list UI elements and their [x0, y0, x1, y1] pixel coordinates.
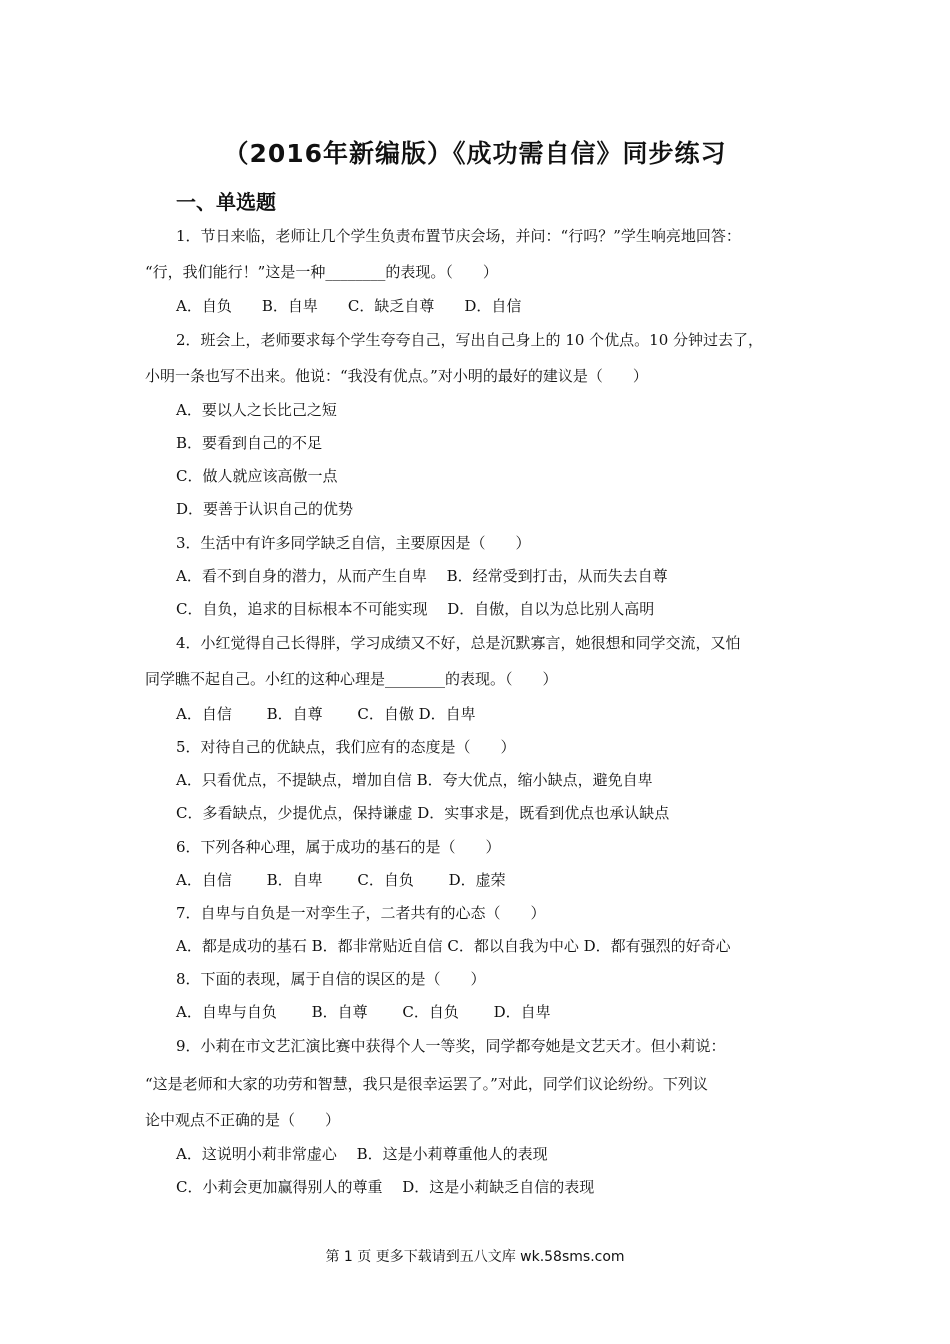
question-4-options: A．自信 B．自尊 C．自傲 D．自卑: [176, 705, 476, 723]
question-9-line-3: 论中观点不正确的是（ ）: [145, 1111, 341, 1129]
question-6-line-1: 6．下列各种心理，属于成功的基石的是（ ）: [176, 838, 501, 856]
question-9-options-ab: A．这说明小莉非常虚心 B．这是小莉尊重他人的表现: [176, 1145, 548, 1163]
section-heading: 一、单选题: [176, 190, 276, 214]
question-1-line-1: 1．节日来临，老师让几个学生负责布置节庆会场，并问：“行吗？”学生响亮地回答：: [176, 227, 741, 245]
question-8-line-1: 8．下面的表现，属于自信的误区的是（ ）: [176, 970, 486, 988]
question-7-options: A．都是成功的基石 B．都非常贴近自信 C．都以自我为中心 D．都有强烈的好奇心: [176, 937, 731, 955]
question-1-line-2: “行，我们能行！”这是一种________的表现。（ ）: [145, 263, 498, 281]
question-3-line-1: 3．生活中有许多同学缺乏自信，主要原因是（ ）: [176, 534, 531, 552]
question-5-options-ab: A．只看优点，不提缺点，增加自信 B．夸大优点，缩小缺点，避免自卑: [176, 771, 653, 789]
question-7-line-1: 7．自卑与自负是一对孪生子，二者共有的心态（ ）: [176, 904, 546, 922]
question-9-options-cd: C．小莉会更加赢得别人的尊重 D．这是小莉缺乏自信的表现: [176, 1178, 595, 1196]
page-footer: 第 1 页 更多下载请到五八文库 wk.58sms.com: [325, 1249, 625, 1265]
question-3-options-ab: A．看不到自身的潜力，从而产生自卑 B．经常受到打击，从而失去自尊: [176, 567, 668, 585]
question-2-option-b: B．要看到自己的不足: [176, 434, 323, 452]
question-8-options: A．自卑与自负 B．自尊 C．自负 D．自卑: [176, 1003, 551, 1021]
question-2-option-c: C．做人就应该高傲一点: [176, 467, 338, 485]
question-1-options: A．自负 B．自卑 C．缺乏自尊 D．自信: [176, 297, 522, 315]
question-2-line-2: 小明一条也写不出来。他说：“我没有优点。”对小明的最好的建议是（ ）: [145, 367, 648, 385]
question-6-options: A．自信 B．自卑 C．自负 D．虚荣: [176, 871, 506, 889]
question-3-options-cd: C．自负，追求的目标根本不可能实现 D．自傲，自以为总比别人高明: [176, 600, 655, 618]
question-4-line-1: 4．小红觉得自己长得胖，学习成绩又不好，总是沉默寡言，她很想和同学交流，又怕: [176, 634, 741, 652]
question-9-line-1: 9．小莉在市文艺汇演比赛中获得个人一等奖，同学都夸她是文艺天才。但小莉说：: [176, 1037, 726, 1055]
question-2-option-a: A．要以人之长比己之短: [176, 401, 337, 419]
question-5-line-1: 5．对待自己的优缺点，我们应有的态度是（ ）: [176, 738, 516, 756]
document-title: （2016年新编版）《成功需自信》同步练习: [223, 139, 727, 168]
question-5-options-cd: C．多看缺点，少提优点，保持谦虚 D．实事求是，既看到优点也承认缺点: [176, 804, 670, 822]
question-2-line-1: 2．班会上，老师要求每个学生夸夸自己，写出自己身上的 10 个优点。10 分钟过去了，: [176, 331, 764, 349]
question-9-line-2: “这是老师和大家的功劳和智慧，我只是很幸运罢了。”对此，同学们议论纷纷。下列议: [145, 1075, 708, 1093]
question-4-line-2: 同学瞧不起自己。小红的这种心理是________的表现。（ ）: [145, 670, 558, 688]
question-2-option-d: D．要善于认识自己的优势: [176, 500, 354, 518]
